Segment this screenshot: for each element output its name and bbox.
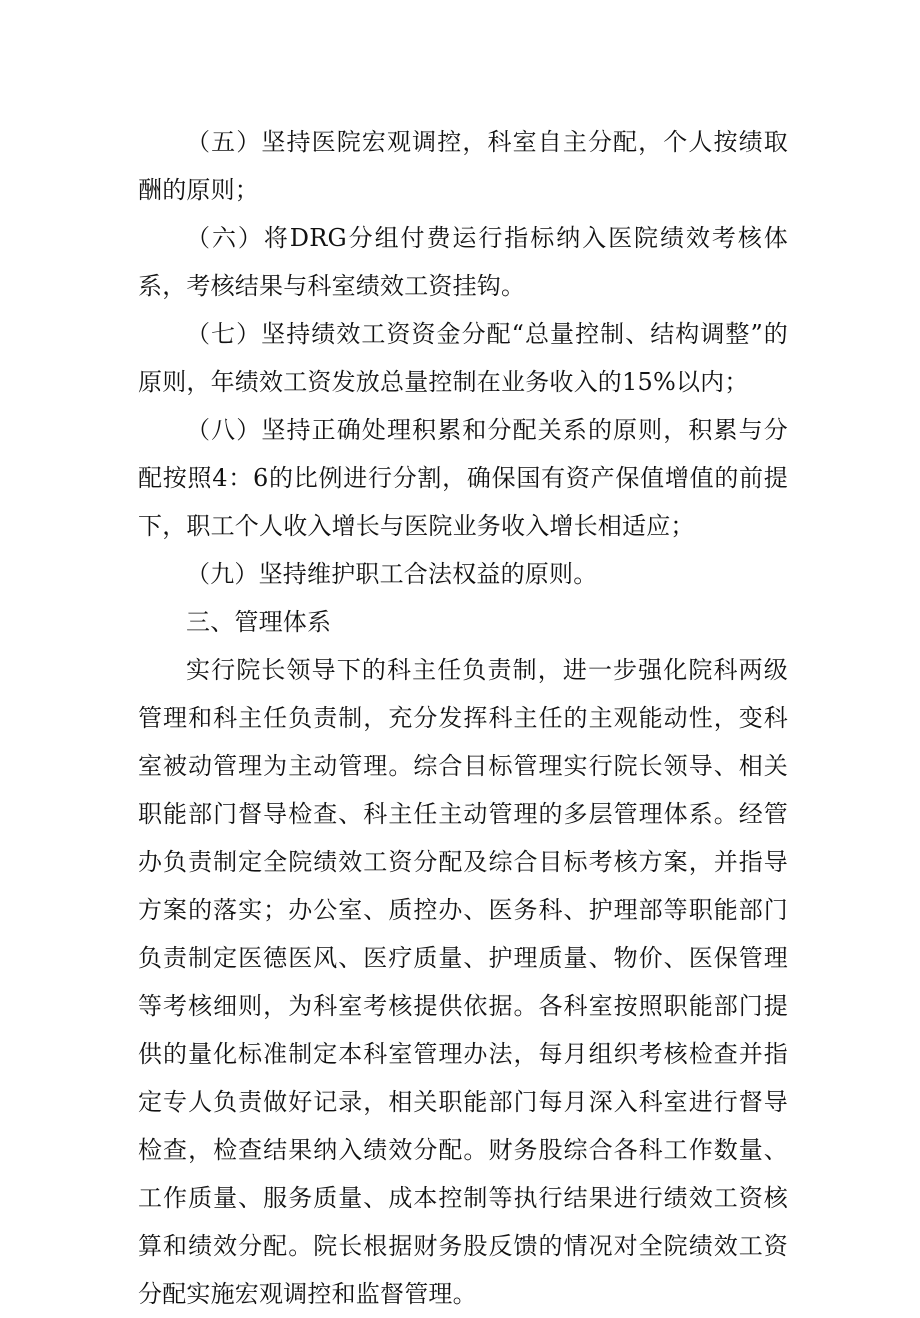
paragraph-item-8: （八）坚持正确处理积累和分配关系的原则，积累与分配按照4：6的比例进行分割，确保国有资产保值增值的前提下，职工个人收入增长与医院业务收入增长相适应； bbox=[138, 416, 788, 540]
paragraph-item-9: （九）坚持维护职工合法权益的原则。 bbox=[186, 560, 598, 588]
section-heading-management-system: 三、管理体系 bbox=[186, 608, 332, 636]
paragraph-item-6: （六）将DRG分组付费运行指标纳入医院绩效考核体系，考核结果与科室绩效工资挂钩。 bbox=[138, 224, 788, 300]
paragraph-management-body: 实行院长领导下的科主任负责制，进一步强化院科两级管理和科主任负责制，充分发挥科主任的主观能动性，变科室被动管理为主动管理。综合目标管理实行院长领导、相关职能部门督导检查、科主任主动管理的多层管理体系。经管办负责制定全院绩效工资分配及综合目标考核方案，并指导方案的落实；办公室、质控办、医务科、护理部等职能部门负责制定医德医风、医疗质量、护理质量、物价、医保管理等考核细则，为科室考核提供依据。各科室按照职能部门提供的量化标准制定本科室管理办法，每月组织考核检查并指定专人负责做好记录，相关职能部门每月深入科室进行督导检查，检查结果纳入绩效分配。财务股综合各科工作数量、工作质量、服务质量、成本控制等执行结果进行绩效工资核算和绩效分配。院长根据财务股反馈的情况对全院绩效工资分配实施宏观调控和监督管理。 bbox=[138, 656, 788, 1308]
paragraph-item-5: （五）坚持医院宏观调控，科室自主分配，个人按绩取酬的原则； bbox=[138, 128, 788, 204]
paragraph-item-7: （七）坚持绩效工资资金分配“总量控制、结构调整”的原则，年绩效工资发放总量控制在业务收入的15%以内； bbox=[138, 320, 788, 396]
